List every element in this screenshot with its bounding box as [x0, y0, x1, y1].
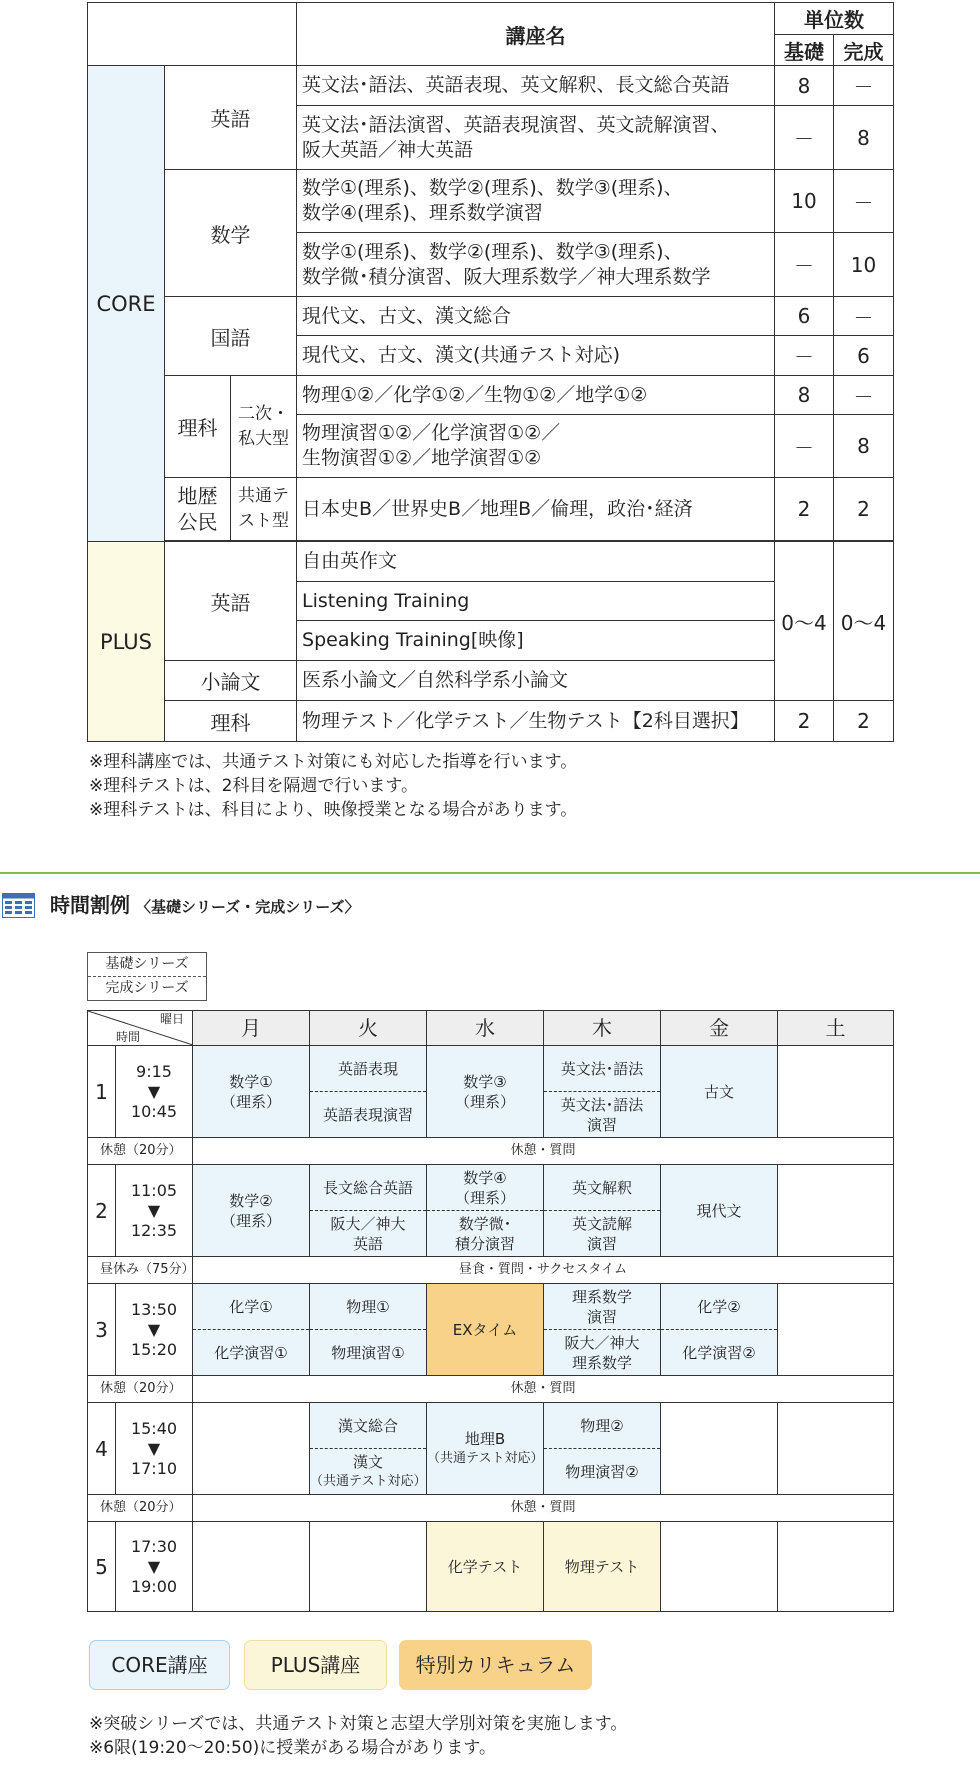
- legend-plus: PLUS講座: [244, 1640, 387, 1690]
- complete-units: 10: [834, 233, 894, 297]
- period-time: 11:05 ▼ 12:35: [116, 1165, 193, 1257]
- corner-cell: [88, 1011, 193, 1046]
- course-row: 自由英作文: [297, 542, 775, 582]
- class-cell: 漢文総合 漢文 （共通テスト対応）: [310, 1403, 427, 1495]
- day-header: 水: [427, 1011, 544, 1046]
- course-name-header: 講座名: [297, 3, 775, 66]
- subject-essay: 小論文: [165, 661, 297, 701]
- empty-cell: [310, 1522, 427, 1612]
- note-line: ※理科講座では、共通テスト対策にも対応した指導を行います。: [89, 752, 578, 772]
- subject-social: 地歴 公民: [165, 478, 231, 541]
- course-row: 医系小論文／自然科学系小論文: [297, 661, 775, 701]
- class-cell: 古文: [661, 1046, 778, 1138]
- subject-math: 数学: [165, 170, 297, 297]
- empty-cell: [661, 1522, 778, 1612]
- complete-units: －: [834, 170, 894, 233]
- empty-cell: [778, 1165, 894, 1257]
- period-number: 3: [88, 1284, 116, 1376]
- note-line: ※6限(19:20〜20:50)に授業がある場合があります。: [89, 1738, 496, 1758]
- units-header: 単位数: [775, 3, 894, 35]
- complete-units: 2: [834, 478, 894, 541]
- course-row: 数学①(理系)、数学②(理系)、数学③(理系)、 数学④(理系)、理系数学演習: [297, 170, 775, 233]
- period-time: 15:40 ▼ 17:10: [116, 1403, 193, 1495]
- basic-units: －: [775, 106, 834, 170]
- basic-header: 基礎: [775, 35, 834, 66]
- complete-units: －: [834, 376, 894, 415]
- note-line: ※理科テストは、2科目を隔週で行います。: [89, 776, 419, 796]
- course-row: 物理演習①②／化学演習①②／ 生物演習①②／地学演習①②: [297, 415, 775, 478]
- class-cell: 化学② 化学演習②: [661, 1284, 778, 1376]
- period-time: 13:50 ▼ 15:20: [116, 1284, 193, 1376]
- course-row: 数学①(理系)、数学②(理系)、数学③(理系)、 数学微･積分演習、阪大理系数学／神大理系数学: [297, 233, 775, 297]
- basic-units: 2: [775, 701, 834, 742]
- class-cell: 現代文: [661, 1165, 778, 1257]
- basic-units: 10: [775, 170, 834, 233]
- schedule-subtitle: 〈基礎シリーズ・完成シリーズ〉: [136, 898, 360, 916]
- class-cell: 数学② （理系）: [193, 1165, 310, 1257]
- class-cell: 数学① （理系）: [193, 1046, 310, 1138]
- course-row: 現代文、古文、漢文総合: [297, 297, 775, 336]
- day-header: 木: [544, 1011, 661, 1046]
- legend-core: CORE講座: [89, 1640, 230, 1690]
- day-header: 金: [661, 1011, 778, 1046]
- class-cell: 英文法･語法 英文法･語法 演習: [544, 1046, 661, 1138]
- course-notes: [89, 750, 577, 822]
- timetable: [87, 1010, 894, 1612]
- empty-cell: [193, 1403, 310, 1495]
- basic-units: 8: [775, 66, 834, 106]
- course-row: 現代文、古文、漢文(共通テスト対応): [297, 336, 775, 376]
- course-row: 日本史B／世界史B／地理B／倫理，政治･経済: [297, 478, 775, 541]
- course-row: 物理①②／化学①②／生物①②／地学①②: [297, 376, 775, 415]
- complete-header: 完成: [834, 35, 894, 66]
- period-time: 9:15 ▼ 10:45: [116, 1046, 193, 1138]
- basic-units: －: [775, 233, 834, 297]
- day-header: 土: [778, 1011, 894, 1046]
- basic-units: －: [775, 336, 834, 376]
- timetable-icon: [2, 893, 35, 918]
- basic-units: －: [775, 415, 834, 478]
- social-type: 共通テ スト型: [231, 478, 297, 541]
- schedule-title: 時間割例 〈基礎シリーズ・完成シリーズ〉: [50, 893, 360, 917]
- class-cell: 理系数学 演習 阪大／神大 理系数学: [544, 1284, 661, 1376]
- legend-special: 特別カリキュラム: [399, 1640, 592, 1690]
- break-text: 昼食・質問・サクセスタイム: [193, 1257, 894, 1284]
- break-label: 休憩（20分）: [88, 1376, 193, 1403]
- course-table: [87, 2, 894, 742]
- break-label: 休憩（20分）: [88, 1138, 193, 1165]
- break-text: 休憩・質問: [193, 1138, 894, 1165]
- course-row: Listening Training: [297, 582, 775, 621]
- period-number: 5: [88, 1522, 116, 1612]
- note-line: ※理科テストは、科目により、映像授業となる場合があります。: [89, 800, 578, 820]
- break-text: 休憩・質問: [193, 1495, 894, 1522]
- period-number: 4: [88, 1403, 116, 1495]
- corner-day-label: 曜日: [159, 1012, 184, 1026]
- schedule-notes: [89, 1712, 627, 1760]
- subject-plus-science: 理科: [165, 701, 297, 742]
- science-type: 二次・ 私大型: [231, 376, 297, 478]
- subject-science: 理科: [165, 376, 231, 478]
- class-cell: 英語表現 英語表現演習: [310, 1046, 427, 1138]
- empty-cell: [661, 1403, 778, 1495]
- course-row: Speaking Training[映像]: [297, 621, 775, 661]
- class-cell: 物理① 物理演習①: [310, 1284, 427, 1376]
- empty-cell: [778, 1046, 894, 1138]
- class-cell: 地理B （共通テスト対応）: [427, 1403, 544, 1495]
- period-number: 1: [88, 1046, 116, 1138]
- series-basic: 基礎シリーズ: [105, 956, 189, 972]
- basic-units: 0〜4: [775, 542, 834, 701]
- subject-plus-english: 英語: [165, 542, 297, 661]
- complete-units: 2: [834, 701, 894, 742]
- period-time: 17:30 ▼ 19:00: [116, 1522, 193, 1612]
- complete-units: 8: [834, 415, 894, 478]
- complete-units: －: [834, 297, 894, 336]
- series-complete: 完成シリーズ: [88, 976, 206, 1000]
- plus-label: PLUS: [88, 542, 165, 742]
- class-cell: 数学④ （理系） 数学微･ 積分演習: [427, 1165, 544, 1257]
- complete-units: 0〜4: [834, 542, 894, 701]
- empty-cell: [778, 1522, 894, 1612]
- course-row: 物理テスト／化学テスト／生物テスト【2科目選択】: [297, 701, 775, 742]
- class-cell: 物理② 物理演習②: [544, 1403, 661, 1495]
- basic-units: 8: [775, 376, 834, 415]
- empty-cell: [778, 1284, 894, 1376]
- basic-units: 2: [775, 478, 834, 541]
- complete-units: －: [834, 66, 894, 106]
- class-cell: 数学③ （理系）: [427, 1046, 544, 1138]
- core-label: CORE: [88, 66, 165, 542]
- empty-cell: [193, 1522, 310, 1612]
- series-legend: [87, 952, 207, 1001]
- class-cell: 物理テスト: [544, 1522, 661, 1612]
- break-label: 休憩（20分）: [88, 1495, 193, 1522]
- header-blank: [88, 3, 297, 66]
- course-row: 英文法･語法、英語表現、英文解釈、長文総合英語: [297, 66, 775, 106]
- basic-units: 6: [775, 297, 834, 336]
- subject-english: 英語: [165, 66, 297, 170]
- subject-japanese: 国語: [165, 297, 297, 376]
- empty-cell: [778, 1403, 894, 1495]
- complete-units: 6: [834, 336, 894, 376]
- section-divider: [0, 872, 980, 874]
- course-row: 英文法･語法演習、英語表現演習、英文読解演習、 阪大英語／神大英語: [297, 106, 775, 170]
- break-label: 昼休み（75分）: [88, 1257, 193, 1284]
- day-header: 月: [193, 1011, 310, 1046]
- corner-time-label: 時間: [116, 1030, 141, 1044]
- day-header: 火: [310, 1011, 427, 1046]
- class-cell: 化学① 化学演習①: [193, 1284, 310, 1376]
- break-text: 休憩・質問: [193, 1376, 894, 1403]
- class-cell: 長文総合英語 阪大／神大 英語: [310, 1165, 427, 1257]
- class-cell: 化学テスト: [427, 1522, 544, 1612]
- note-line: ※突破シリーズでは、共通テスト対策と志望大学別対策を実施します。: [89, 1714, 628, 1734]
- complete-units: 8: [834, 106, 894, 170]
- period-number: 2: [88, 1165, 116, 1257]
- class-cell: 英文解釈 英文読解 演習: [544, 1165, 661, 1257]
- class-cell: EXタイム: [427, 1284, 544, 1376]
